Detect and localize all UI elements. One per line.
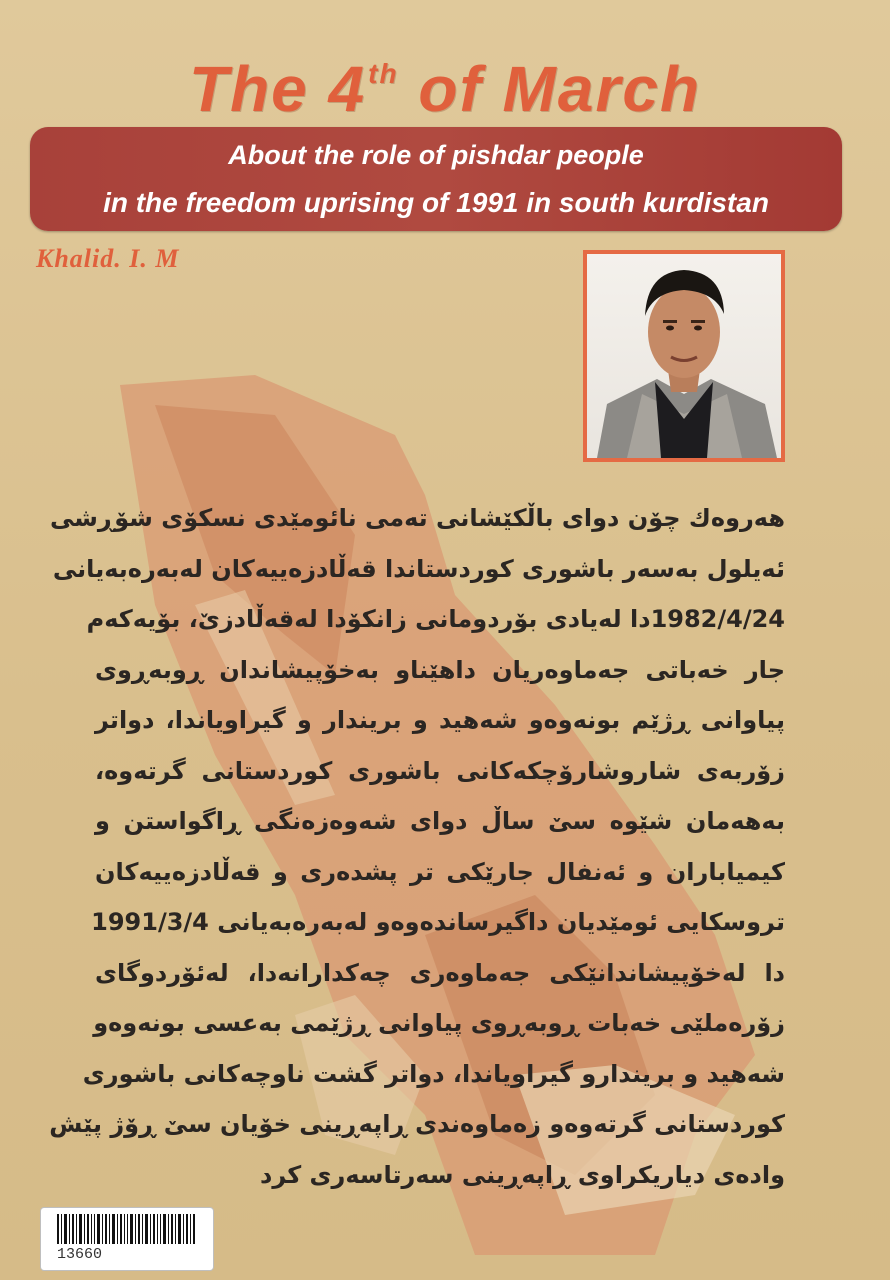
barcode-number: 13660 [57,1246,103,1263]
book-title: The 4th of March [188,53,702,125]
blurb-line: 1982/4/24دا لەیادی بۆردومانی زانكۆدا لەقەڵادزێ، بۆیەكەم [86,605,785,633]
blurb-line: زۆربەی شاروشارۆچكەكانی باشوری كوردستانی گرتەوە، [95,756,785,785]
blurb-line: وادەی دیاریكراوی ڕاپەڕینی سەرتاسەری كرد [260,1160,785,1189]
blurb-line: ئەیلول بەسەر باشوری كوردستاندا قەڵادزەییەكان لەبەرەبەیانی [52,554,785,583]
barcode-icon [57,1214,197,1244]
blurb-line: تروسكایی ئومێدیان داگیرساندەوەو لەبەرەبەیانی 1991/3/4 [91,908,785,936]
author-name: Khalid. I. M [36,244,180,273]
blurb-text [49,493,785,1200]
title-ordinal-suffix: th [368,58,399,89]
blurb-line: كیمیاباران و ئەنفال جارێكی تر پشدەری و قەڵادزەییەكان [95,857,785,886]
blurb-line: كوردستانی گرتەوەو زەماوەندی ڕاپەڕینی خۆیان سێ ڕۆژ پێش [49,1110,785,1138]
subtitle-banner [30,127,842,231]
blurb-line: شەهید و بریندارو گیراویاندا، دواتر گشت ناوچەكانی باشوری [82,1059,785,1088]
blurb-line: دا لەخۆپیشاندانێكی جەماوەری چەكدارانەدا، لەئۆردوگای [95,958,785,987]
blurb-line: بەهەمان شێوە سێ ساڵ دوای شەوەزەنگی ڕاگواستن و [95,807,785,835]
subtitle-line-2: in the freedom uprising of 1991 in south kurdistan [103,187,769,218]
blurb-line: هەروەك چۆن دوای باڵكێشانی تەمی نائومێدی نسكۆی شۆڕشی [50,504,785,532]
blurb-line: جار خەباتی جەماوەریان داهێناو بەخۆپیشاندان ڕوبەڕوی [95,655,785,684]
blurb-line: پیاوانی ڕژێم بونەوەو شەهید و بریندار و گیراویاندا، دواتر [95,706,785,734]
blurb-line: زۆرەملێی خەبات ڕوبەڕوی پیاوانی ڕژێمی بەعسی بونەوەو [93,1009,785,1037]
barcode-label [40,1207,214,1271]
subtitle-line-1: About the role of pishdar people [228,140,644,170]
